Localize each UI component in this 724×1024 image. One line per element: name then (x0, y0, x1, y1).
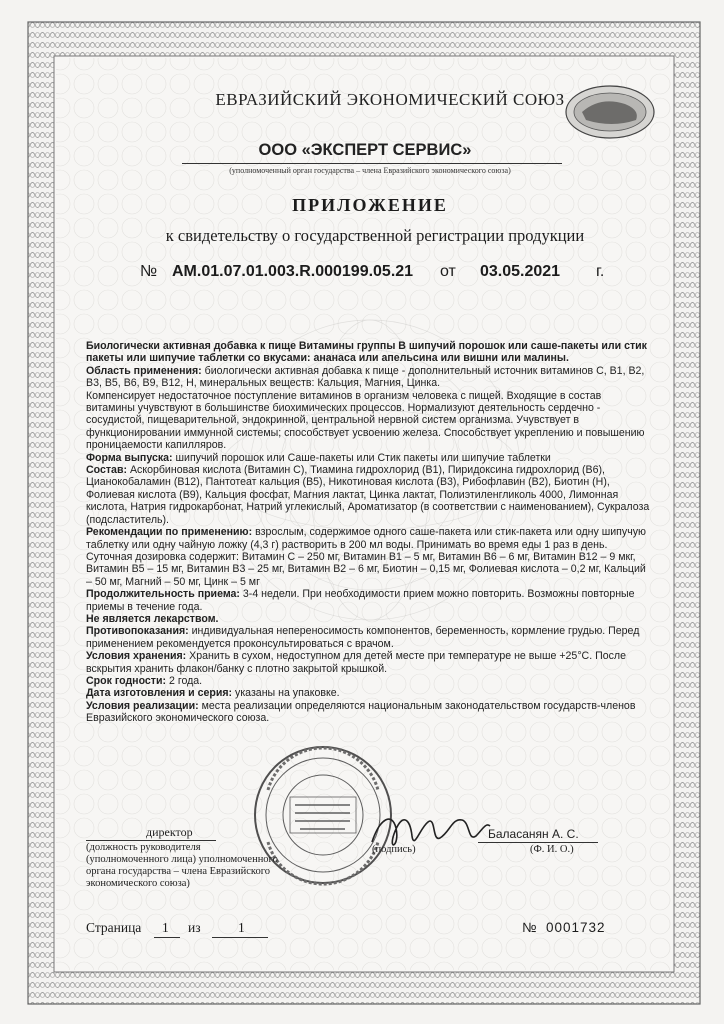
daily-dose: Суточная дозировка содержит: Витамин С – 250 мг, Витамин В1 – 5 мг, Витамин В6 – 6 мг, Витамин В12 – 9 мкг, Витамин В5 – 15 мг, Витамин В3 – 25 мг, Витамин В2 – 6 мг, Биотин – 0,15 мг, Фолиевая кислота – 0,2 мг, Кальций – 50 мг, Магний – 50 мг, Цинк – 5 мг (86, 550, 646, 588)
position-note-2: (уполномоченного лица) уполномоченного (86, 854, 278, 865)
shelf-text: 2 года. (168, 674, 203, 687)
certificate-number: AM.01.07.01.003.R.000199.05.21 (172, 263, 414, 280)
certificate-number-row (140, 263, 620, 285)
page-number: 1 (162, 920, 169, 935)
page-total: 1 (238, 920, 245, 935)
organization-note: (уполномоченный орган государства – члена Евразийского экономического союза) (229, 166, 511, 175)
contra-text: индивидуальная непереносимость компонентов, беременность, кормление грудью. Перед применением рекомендуется проконсультироваться с врачом. (86, 625, 640, 650)
form-number: 0001732 (546, 920, 606, 935)
product-name: Биологически активная добавка к пище Витамины группы B шипучий порошок или саше-пакеты или стик пакеты или шипучие таблетки со вкусами: ананаса или апельсина или вишни или малины. (86, 340, 647, 365)
storage-text: Хранить в сухом, недоступном для детей месте при температуре не выше +25°С. После вскрытия хранить флакон/банку с плотно закрытой крышкой. (86, 650, 626, 675)
sale-label: Условия реализации: (86, 699, 199, 712)
page-footer (86, 920, 646, 944)
scope-text: биологически активная добавка к пище - дополнительный источник витаминов С, В1, В2, В3, В5, В6, В9, В12, Н, минеральных веществ: Кальция, Магния, Цинка. (86, 364, 645, 390)
sale-text: места реализации определяются национальным законодательством государств-членов Евразийского экономического союза. (86, 699, 636, 725)
certificate-body (86, 340, 652, 725)
contra-label: Противопоказания: (86, 625, 189, 638)
not-drug-note: Не является лекарством. (86, 612, 219, 625)
year-suffix: г. (596, 263, 605, 280)
number-sign: № (140, 263, 158, 280)
form-label: Форма выпуска: (86, 451, 173, 464)
scope-label: Область применения: (86, 364, 202, 377)
composition-text: Аскорбиновая кислота (Витамин С), Тиамина гидрохлорид (B1), Пиридоксина гидрохлорид (B6), Цианокобаламин (B12), Пантотеат кальция (B5), Никотиновая кислота (В3), Рибофлавин (В2), Биотин (Н), Фолиевая кислота (В9), Кальция фосфат, Магния лактат, Цинка лактат, Полиэтиленгликоль 4000, Лимонная кислота, Натрия гидрокарбонат, Натрий углекислый, Ароматизатор (в соответствии с наименованием), Сукралоза (подсластитель). (86, 464, 650, 526)
signer-name: Баласанян А. С. (488, 827, 579, 841)
storage-label: Условия хранения: (86, 650, 187, 663)
position-note-3: органа государства – члена Евразийского (86, 866, 271, 877)
from-label: от (440, 263, 456, 280)
certificate-date: 03.05.2021 (480, 263, 561, 280)
of-label: из (188, 920, 201, 935)
name-note: (Ф. И. О.) (530, 844, 574, 855)
signer-position: директор (146, 825, 193, 839)
signature-block (86, 818, 666, 908)
divider (182, 163, 562, 164)
organization-name: ООО «ЭКСПЕРТ СЕРВИС» (258, 141, 472, 159)
recommend-label: Рекомендации по применению: (86, 526, 253, 539)
date-text: указаны на упаковке. (235, 687, 340, 700)
form-number-sign: № (522, 920, 537, 935)
position-note-4: экономического союза) (86, 878, 190, 889)
date-label: Дата изготовления и серия: (86, 687, 233, 700)
duration-label: Продолжительность приема: (86, 588, 240, 601)
duration-text: 3-4 недели. При необходимости прием можно повторить. Возможны повторные приемы в течение года. (86, 588, 635, 613)
page-label: Страница (86, 920, 142, 935)
composition-label: Состав: (86, 464, 127, 477)
position-note-1: (должность руководителя (86, 842, 201, 853)
recommend-text: взрослым, содержимое одного саше-пакета или стик-пакета или одну шипучую таблетку или одну чайную ложку (4,3 г) растворить в 200 мл воды. Принимать во время еды 1 раз в день. (86, 526, 646, 551)
scope-text-2: Компенсирует недостаточное поступление витаминов в организм человека с пищей. Входящие в состав витамины учувствуют в большинстве биохимических процессов. Нормализуют деятельность сердечно - сосудистой, пищеварительной, эндокринной, центральной нервной систем организма. Учувствует в функционировании иммунной системы; способствует усвоению железа. Способствует укреплению и повышению проницаемости капилляров. (86, 389, 645, 452)
form-text: шипучий порошок или Саше-пакеты или Стик пакеты или шипучие таблетки (175, 451, 551, 464)
page-subtitle: к свидетельству о государственной регистрации продукции (165, 226, 585, 245)
page-title: ПРИЛОЖЕНИЕ (292, 195, 448, 215)
shelf-label: Срок годности: (86, 674, 167, 687)
signature-note: (подпись) (372, 844, 416, 855)
union-heading: ЕВРАЗИЙСКИЙ ЭКОНОМИЧЕСКИЙ СОЮЗ (215, 90, 565, 109)
